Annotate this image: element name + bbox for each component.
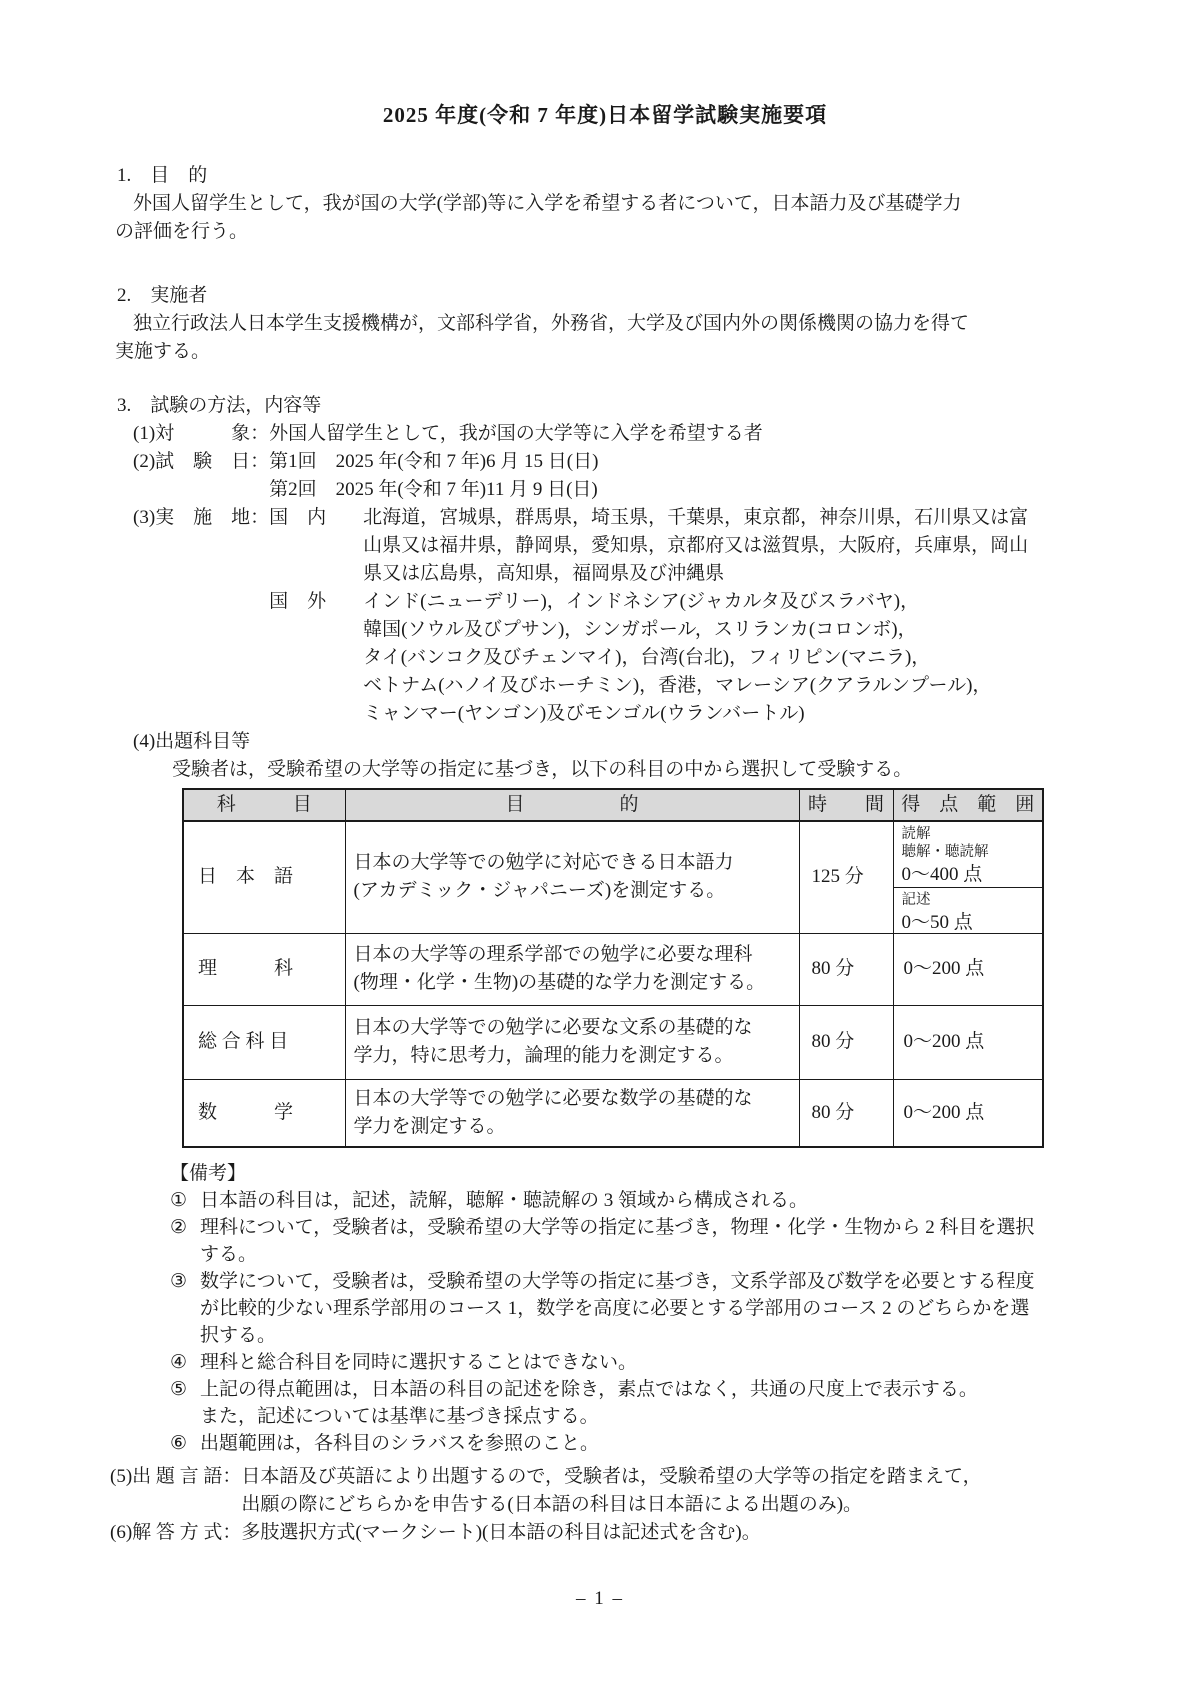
score-label: 聴解・聴読解 bbox=[901, 844, 989, 861]
item-label: (1)対 象： bbox=[133, 423, 270, 444]
remark-line: 数学について，受験者は，受験希望の大学等の指定に基づき，文系学部及び数学を必要とする程度 bbox=[200, 1271, 1035, 1292]
item-label: (2)試 験 日： bbox=[133, 451, 270, 472]
location-line: 北海道，宮城県，群馬県，埼玉県，千葉県，東京都，神奈川県，石川県又は富 bbox=[363, 507, 1029, 528]
body-line: 実施する。 bbox=[115, 341, 211, 362]
body-line: 外国人留学生として，我が国の大学(学部)等に入学を希望する者について，日本語力及び基礎学力 bbox=[133, 193, 962, 214]
language-line: 日本語及び英語により出題するので，受験者は，受験希望の大学等の指定を踏まえて， bbox=[241, 1466, 982, 1487]
subject-cell: 理 科 bbox=[183, 933, 345, 1005]
subject-cell: 総 合 科 目 bbox=[183, 1005, 345, 1079]
remark-item bbox=[170, 1430, 1105, 1457]
numbered-items bbox=[133, 420, 1105, 756]
section-heading: 2. 実施者 bbox=[117, 285, 208, 306]
remark-number: ④ bbox=[170, 1352, 188, 1373]
location-line: ベトナム(ハノイ及びホーチミン)，香港，マレーシア(クアラルンプール)， bbox=[363, 675, 992, 696]
header-score: 得 点 範 囲 bbox=[893, 789, 1043, 821]
purpose-line: 日本の大学等での勉学に対応できる日本語力 bbox=[353, 852, 734, 874]
location-line: 韓国(ソウル及びプサン)，シンガポール，スリランカ(コロンボ)， bbox=[363, 619, 917, 640]
purpose-line: (物理・化学・生物)の基礎的な学力を測定する。 bbox=[353, 972, 766, 993]
time-cell: 80 分 bbox=[799, 1005, 893, 1079]
header-purpose: 目 的 bbox=[345, 789, 799, 821]
document-title: 2025 年度(令和 7 年度)日本留学試験実施要項 bbox=[382, 103, 828, 127]
item-language bbox=[110, 1463, 1105, 1519]
test-date-line: 第1回 2025 年(令和 7 年)6 月 15 日(日) bbox=[269, 451, 599, 472]
purpose-line: 日本の大学等の理系学部での勉学に必要な理科 bbox=[353, 944, 753, 965]
score-cell: 0〜200 点 bbox=[893, 1005, 1043, 1079]
page-number: – 1 – bbox=[576, 1588, 624, 1609]
remark-line: が比較的少ない理系学部用のコース 1，数学を高度に必要とする学部用のコース 2 のどちらかを選 bbox=[200, 1298, 1030, 1319]
location-line: ミャンマー(ヤンゴン)及びモンゴル(ウランバートル) bbox=[363, 703, 805, 724]
overseas-sublabel: 国 外 bbox=[269, 591, 327, 612]
spacer bbox=[105, 366, 1105, 392]
remark-line: 理科について，受験者は，受験希望の大学等の指定に基づき，物理・化学・生物から 2 科目を選択 bbox=[200, 1217, 1035, 1238]
score-label: 記述 bbox=[901, 892, 931, 909]
item-label: (4)出題科目等 bbox=[133, 731, 251, 752]
remark-line: 日本語の科目は，記述，読解，聴解・聴読解の 3 領域から構成される。 bbox=[200, 1190, 809, 1211]
remarks-section bbox=[170, 1160, 1105, 1457]
overseas-locations bbox=[269, 588, 1105, 728]
remark-line: 択する。 bbox=[200, 1325, 277, 1346]
domestic-sublabel: 国 内 bbox=[269, 507, 327, 528]
score-subcell-writing bbox=[894, 888, 1043, 932]
spacer bbox=[105, 246, 1105, 282]
score-subcell-reading-listening bbox=[894, 822, 1043, 888]
location-line: 県又は広島県，高知県，福岡県及び沖縄県 bbox=[363, 563, 725, 584]
remark-line: 理科と総合科目を同時に選択することはできない。 bbox=[200, 1352, 638, 1373]
table-row-japan-world bbox=[183, 1005, 1043, 1079]
purpose-cell bbox=[345, 1079, 799, 1147]
remark-line: 出題範囲は，各科目のシラバスを参照のこと。 bbox=[200, 1433, 600, 1454]
time-cell: 80 分 bbox=[799, 933, 893, 1005]
section-heading: 1. 目 的 bbox=[117, 165, 208, 186]
score-range: 0〜400 点 bbox=[901, 864, 983, 886]
item-answer-format bbox=[110, 1519, 1105, 1547]
test-date-line: 第2回 2025 年(令和 7 年)11 月 9 日(日) bbox=[269, 479, 598, 500]
time-cell: 125 分 bbox=[799, 821, 893, 933]
purpose-line: 学力，特に思考力，論理的能力を測定する。 bbox=[353, 1045, 734, 1066]
body-line: 独立行政法人日本学生支援機構が，文部科学省，外務省，大学及び国内外の関係機関の協力を得て bbox=[133, 313, 970, 334]
language-and-format-items bbox=[110, 1463, 1105, 1547]
table-header-row bbox=[183, 789, 1043, 821]
remark-item bbox=[170, 1349, 1105, 1376]
remark-item bbox=[170, 1214, 1105, 1268]
remark-number: ⑤ bbox=[170, 1379, 188, 1400]
score-label: 読解 bbox=[901, 826, 931, 843]
item-subjects bbox=[133, 728, 1105, 756]
purpose-cell bbox=[345, 821, 799, 933]
remark-number: ① bbox=[170, 1190, 188, 1211]
remarks-heading: 【備考】 bbox=[170, 1163, 247, 1184]
location-line: タイ(バンコク及びチェンマイ)，台湾(台北)，フィリピン(マニラ)， bbox=[363, 647, 931, 668]
subjects-intro: 受験者は，受験希望の大学等の指定に基づき，以下の科目の中から選択して受験する。 bbox=[172, 759, 913, 780]
domestic-locations bbox=[269, 504, 1105, 588]
section-organizer bbox=[105, 282, 1105, 366]
score-range: 0〜50 点 bbox=[901, 912, 973, 934]
score-cell: 0〜200 点 bbox=[893, 933, 1043, 1005]
language-line: 出願の際にどちらかを申告する(日本語の科目は日本語による出題のみ)。 bbox=[241, 1494, 863, 1515]
remark-line: また，記述については基準に基づき採点する。 bbox=[200, 1406, 599, 1427]
purpose-line: 日本の大学等での勉学に必要な数学の基礎的な bbox=[353, 1087, 753, 1109]
subject-cell: 日 本 語 bbox=[183, 821, 345, 933]
time-cell: 80 分 bbox=[799, 1079, 893, 1147]
body-line: の評価を行う。 bbox=[115, 221, 249, 242]
remark-line: する。 bbox=[200, 1244, 258, 1265]
purpose-cell bbox=[345, 933, 799, 1005]
subjects-table bbox=[182, 788, 1044, 1148]
table-row-mathematics bbox=[183, 1079, 1043, 1147]
remark-number: ⑥ bbox=[170, 1433, 188, 1454]
answer-format-text: 多肢選択方式(マークシート)(日本語の科目は記述式を含む)。 bbox=[241, 1522, 761, 1543]
section-purpose bbox=[105, 162, 1105, 246]
location-line: 山県又は福井県，静岡県，愛知県，京都府又は滋賀県，大阪府，兵庫県，岡山 bbox=[363, 535, 1029, 556]
item-label: (5)出 題 言 語： bbox=[110, 1466, 242, 1487]
remark-item bbox=[170, 1376, 1105, 1430]
remark-line: 上記の得点範囲は，日本語の科目の記述を除き，素点ではなく，共通の尺度上で表示する。 bbox=[200, 1379, 978, 1400]
header-subject: 科 目 bbox=[183, 789, 345, 821]
item-test-dates bbox=[133, 448, 1105, 504]
header-time: 時 間 bbox=[799, 789, 893, 821]
remark-number: ③ bbox=[170, 1271, 188, 1292]
section-heading: 3. 試験の方法，内容等 bbox=[117, 395, 322, 416]
item-label: (3)実 施 地： bbox=[133, 507, 270, 528]
remark-number: ② bbox=[170, 1217, 188, 1238]
item-text: 外国人留学生として，我が国の大学等に入学を希望する者 bbox=[269, 423, 763, 444]
item-target bbox=[133, 420, 1105, 448]
subject-cell: 数 学 bbox=[183, 1079, 345, 1147]
purpose-line: 日本の大学等での勉学に必要な文系の基礎的な bbox=[353, 1017, 753, 1038]
score-cell bbox=[893, 821, 1043, 933]
section-test-method bbox=[105, 392, 1105, 1547]
purpose-line: (アカデミック・ジャパニーズ)を測定する。 bbox=[353, 880, 726, 902]
purpose-line: 学力を測定する。 bbox=[353, 1115, 506, 1137]
table-row-japanese bbox=[183, 821, 1043, 933]
remark-item bbox=[170, 1187, 1105, 1214]
item-label: (6)解 答 方 式： bbox=[110, 1522, 242, 1543]
score-cell: 0〜200 点 bbox=[893, 1079, 1043, 1147]
item-locations bbox=[133, 504, 1105, 728]
table-row-science bbox=[183, 933, 1043, 1005]
location-line: インド(ニューデリー)，インドネシア(ジャカルタ及びスラバヤ)， bbox=[363, 591, 920, 612]
purpose-cell bbox=[345, 1005, 799, 1079]
remark-item bbox=[170, 1268, 1105, 1349]
